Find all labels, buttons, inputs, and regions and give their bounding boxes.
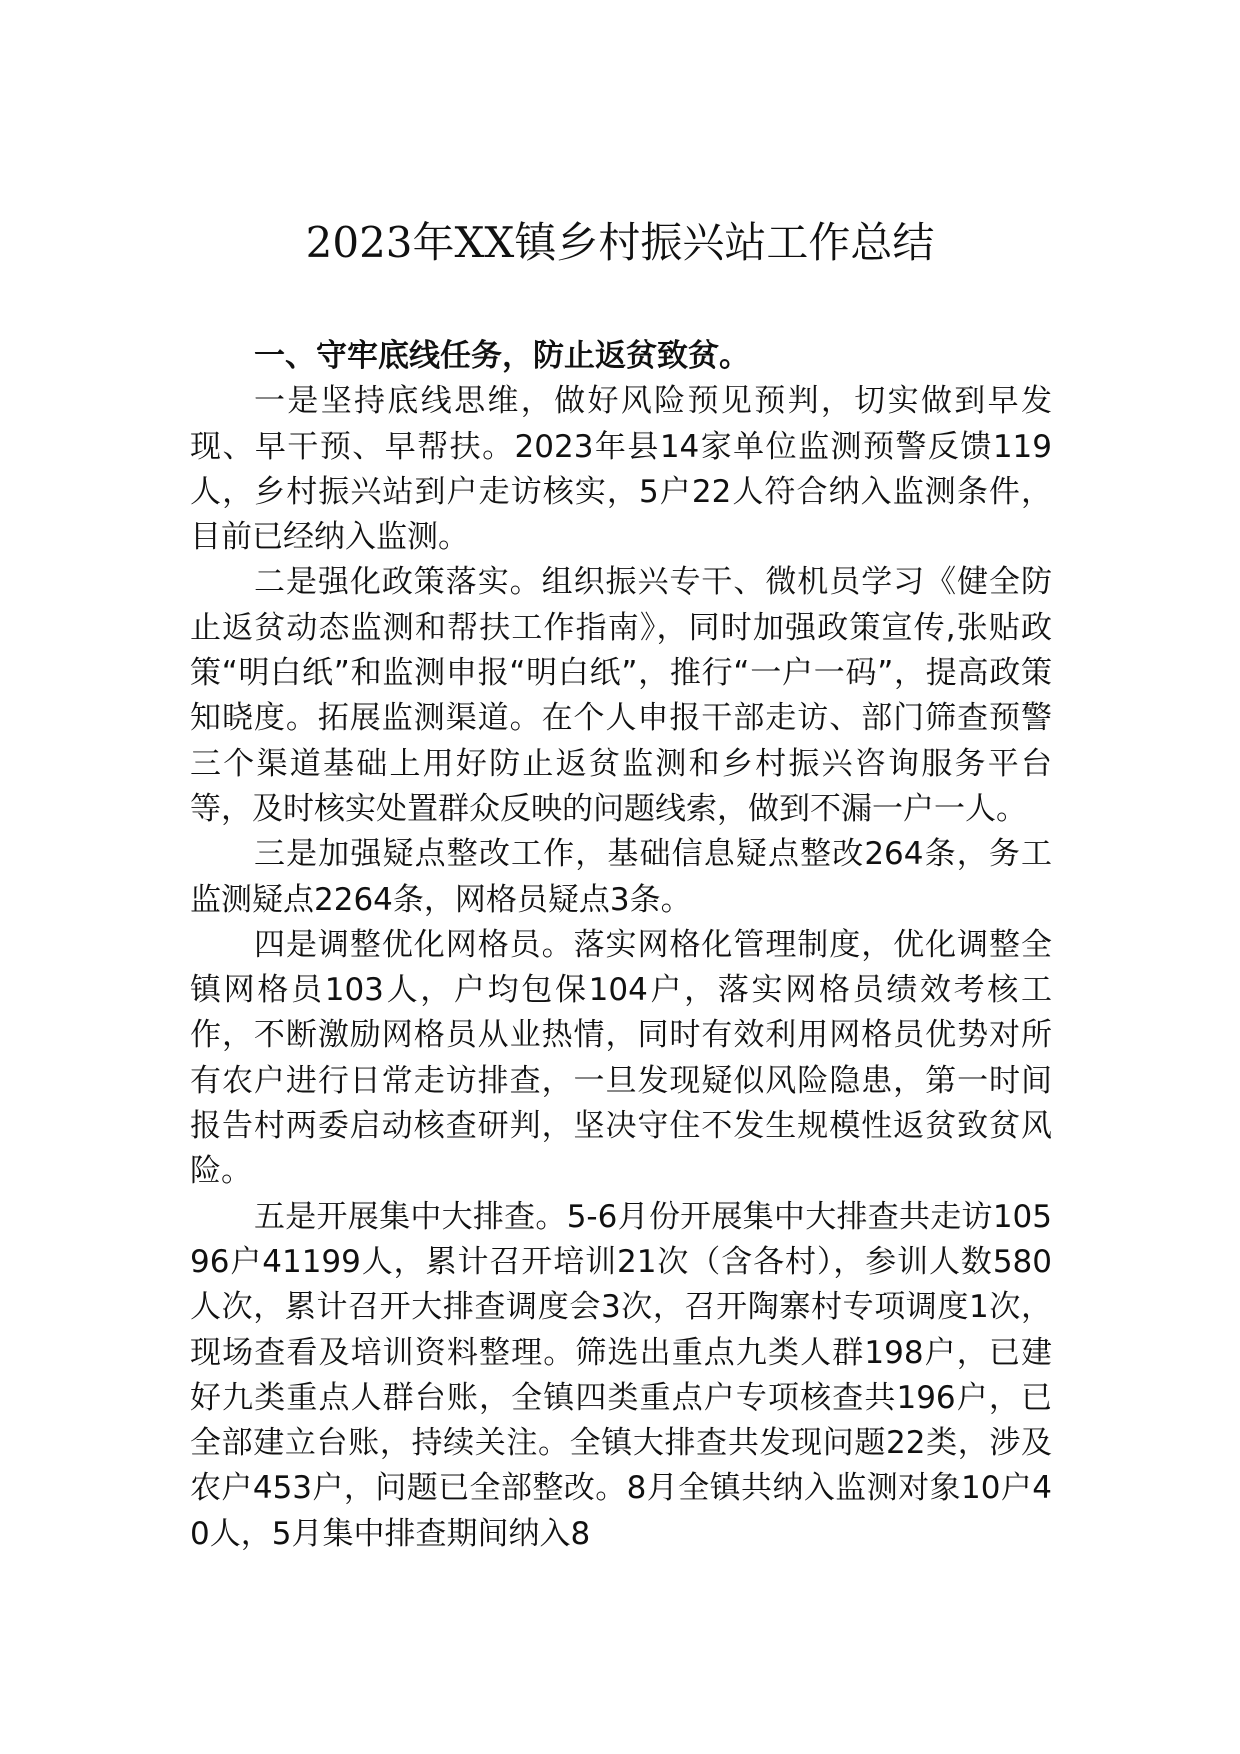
section-heading: 一、守牢底线任务，防止返贫致贫。 xyxy=(254,338,750,374)
document-body xyxy=(190,334,1052,1557)
paragraph-doubt-rectification: 三是加强疑点整改工作，基础信息疑点整改264条，务工监测疑点2264条，网格员疑点3条。 xyxy=(190,836,1052,918)
paragraph-centralized-inspection: 五是开展集中大排查。5-6月份开展集中大排查共走访10596户41199人，累计召开培训21次（含各村），参训人数580人次，累计召开大排查调度会3次，召开陶寨村专项调度1次，现场查看及培训资料整理。筛选出重点九类人群198户，已建好九类重点人群台账，全镇四类重点户专项核查共196户，已全部建立台账，持续关注。全镇大排查共发现问题22类，涉及农户453户，问题已全部整改。8月全镇共纳入监测对象10户40人，5月集中排查期间纳入8 xyxy=(190,1198,1052,1552)
paragraph-policy-implementation: 二是强化政策落实。组织振兴专干、微机员学习《健全防止返贫动态监测和帮扶工作指南》，同时加强政策宣传,张贴政策“明白纸”和监测申报“明白纸”，推行“一户一码”，提高政策知晓度。拓展监测渠道。在个人申报干部走访、部门筛查预警三个渠道基础上用好防止返贫监测和乡村振兴咨询服务平台等，及时核实处置群众反映的问题线索，做到不漏一户一人。 xyxy=(190,564,1052,827)
document-title: 2023年XX镇乡村振兴站工作总结 xyxy=(305,218,935,267)
paragraph-risk-prediction: 一是坚持底线思维，做好风险预见预判，切实做到早发现、早干预、早帮扶。2023年县14家单位监测预警反馈119人，乡村振兴站到户走访核实，5户22人符合纳入监测条件，目前已经纳入监测。 xyxy=(190,383,1052,556)
paragraph-grid-optimization: 四是调整优化网格员。落实网格化管理制度，优化调整全镇网格员103人，户均包保104户，落实网格员绩效考核工作，不断激励网格员从业热情，同时有效利用网格员优势对所有农户进行日常走访排查，一旦发现疑似风险隐患，第一时间报告村两委启动核查研判，坚决守住不发生规模性返贫致贫风险。 xyxy=(190,926,1052,1190)
